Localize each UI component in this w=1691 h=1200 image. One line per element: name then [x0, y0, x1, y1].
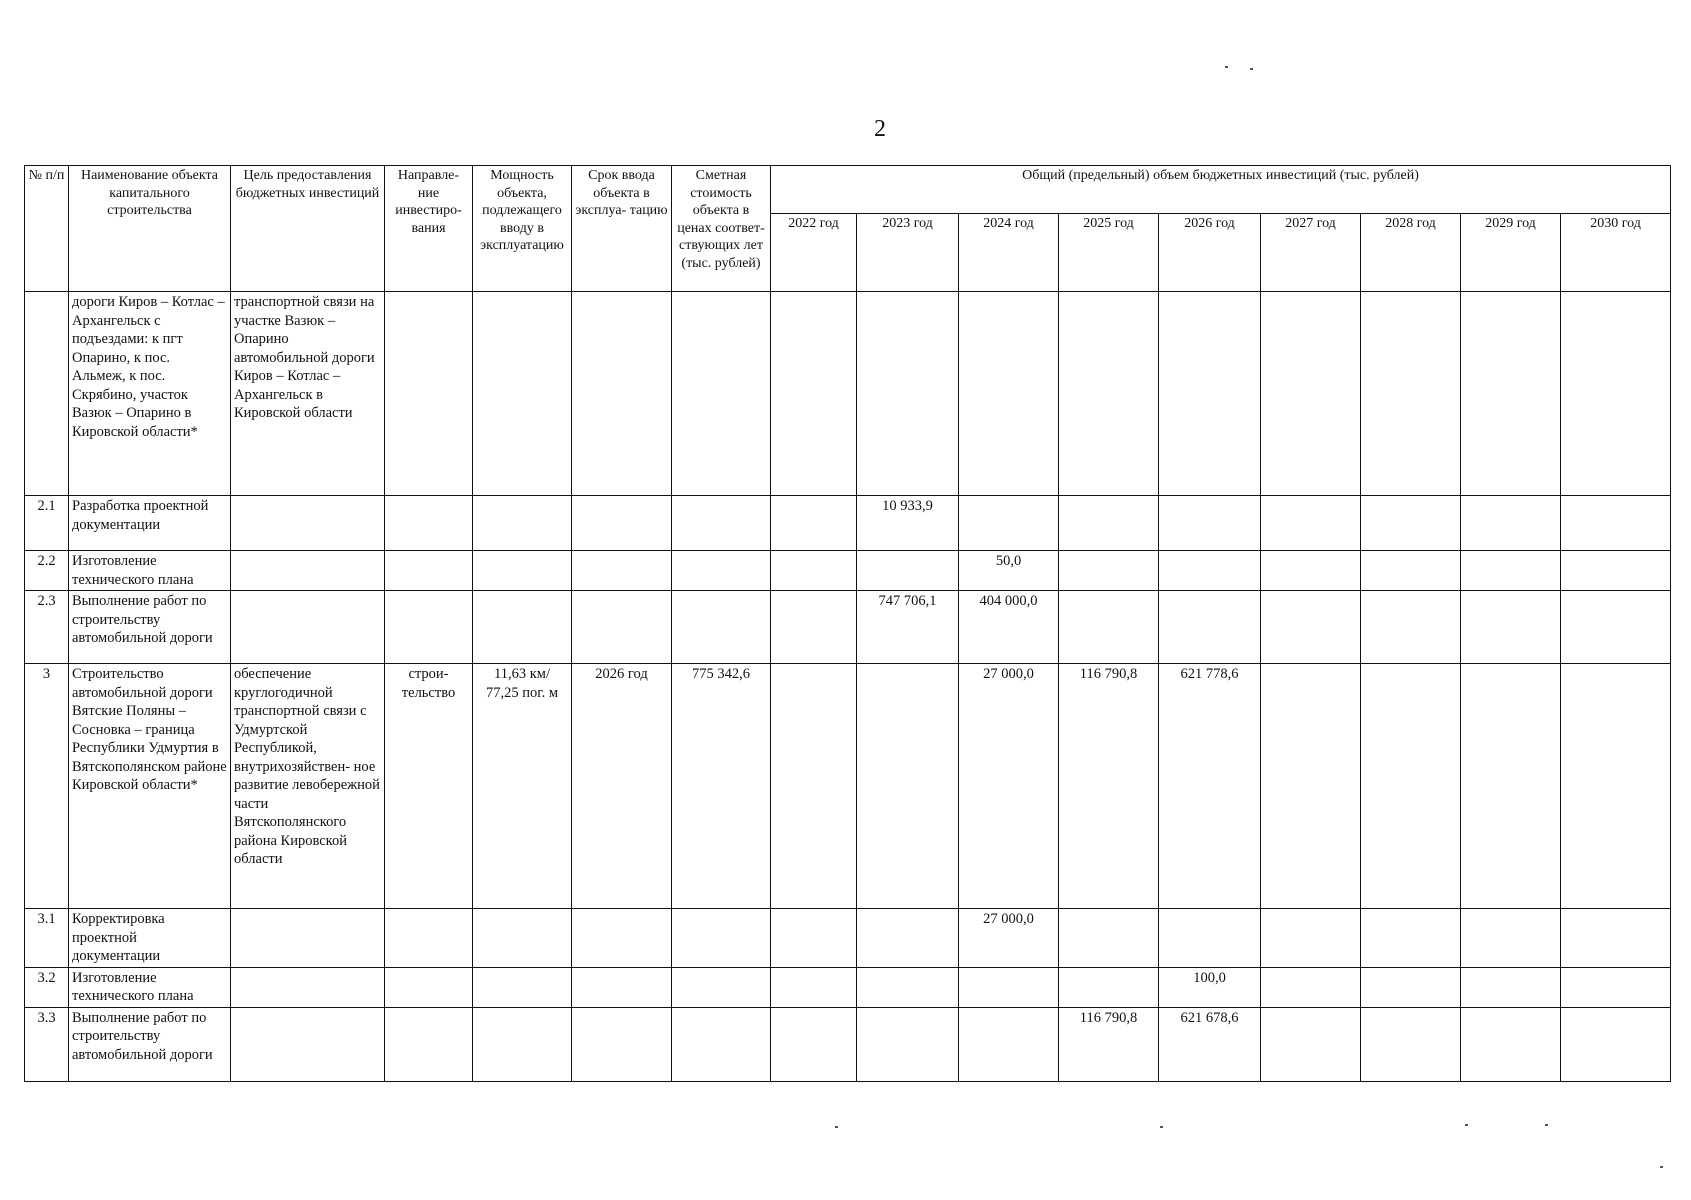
cell-no: 3.3 — [25, 1007, 69, 1081]
cell-goal — [231, 1007, 385, 1081]
scan-speck — [1465, 1124, 1468, 1126]
cell-2024: 27 000,0 — [959, 664, 1059, 909]
scan-speck — [835, 1126, 838, 1128]
table-row — [25, 967, 1671, 1007]
cell-2026: 621 778,6 — [1159, 664, 1261, 909]
cell-term — [572, 551, 672, 591]
cell-2025 — [1059, 909, 1159, 968]
cell-direction: строи- тельство — [385, 664, 473, 909]
cell-2023 — [857, 551, 959, 591]
cell-2026 — [1159, 591, 1261, 664]
cell-2025 — [1059, 496, 1159, 551]
cell-2024 — [959, 967, 1059, 1007]
cell-2024 — [959, 292, 1059, 496]
header-total-investment: Общий (предельный) объем бюджетных инвестиций (тыс. рублей) — [771, 166, 1671, 214]
cell-2030 — [1561, 664, 1671, 909]
cell-2024 — [959, 496, 1059, 551]
cell-2027 — [1261, 1007, 1361, 1081]
cell-estimated-cost: 775 342,6 — [672, 664, 771, 909]
budget-investment-table — [24, 165, 1671, 1082]
cell-2027 — [1261, 967, 1361, 1007]
cell-object-name: Изготовление технического плана — [69, 551, 231, 591]
cell-2027 — [1261, 292, 1361, 496]
cell-2022 — [771, 967, 857, 1007]
cell-2023: 10 933,9 — [857, 496, 959, 551]
cell-estimated-cost — [672, 967, 771, 1007]
cell-direction — [385, 551, 473, 591]
cell-2023 — [857, 1007, 959, 1081]
cell-2028 — [1361, 909, 1461, 968]
scan-speck — [1660, 1166, 1663, 1168]
cell-2029 — [1461, 1007, 1561, 1081]
cell-2027 — [1261, 909, 1361, 968]
cell-2028 — [1361, 551, 1461, 591]
table-row — [25, 292, 1671, 496]
header-year-2026: 2026 год — [1159, 214, 1261, 292]
cell-direction — [385, 967, 473, 1007]
cell-direction — [385, 591, 473, 664]
cell-capacity — [473, 496, 572, 551]
cell-direction — [385, 909, 473, 968]
cell-estimated-cost — [672, 292, 771, 496]
cell-capacity: 11,63 км/ 77,25 пог. м — [473, 664, 572, 909]
cell-2030 — [1561, 909, 1671, 968]
header-no: № п/п — [25, 166, 69, 292]
scan-speck — [1545, 1124, 1548, 1126]
cell-goal — [231, 591, 385, 664]
header-year-2029: 2029 год — [1461, 214, 1561, 292]
table-row — [25, 551, 1671, 591]
cell-2022 — [771, 664, 857, 909]
cell-capacity — [473, 967, 572, 1007]
cell-no: 3.1 — [25, 909, 69, 968]
cell-object-name: дороги Киров – Котлас – Архангельск с подъездами: к пгт Опарино, к пос. Альмеж, к пос. Скрябино, участок Вазюк – Опарино в Кировской области* — [69, 292, 231, 496]
cell-2023 — [857, 909, 959, 968]
header-year-2025: 2025 год — [1059, 214, 1159, 292]
cell-term: 2026 год — [572, 664, 672, 909]
cell-2028 — [1361, 591, 1461, 664]
cell-no: 3.2 — [25, 967, 69, 1007]
scan-speck — [1160, 1126, 1163, 1128]
cell-goal: транспортной связи на участке Вазюк – Опарино автомобильной дороги Киров – Котлас – Архангельск в Кировской области — [231, 292, 385, 496]
cell-term — [572, 591, 672, 664]
cell-estimated-cost — [672, 1007, 771, 1081]
table-row — [25, 664, 1671, 909]
cell-2024: 404 000,0 — [959, 591, 1059, 664]
cell-2026 — [1159, 292, 1261, 496]
cell-2022 — [771, 551, 857, 591]
cell-2025: 116 790,8 — [1059, 664, 1159, 909]
cell-2024 — [959, 1007, 1059, 1081]
cell-2022 — [771, 1007, 857, 1081]
cell-no: 2.3 — [25, 591, 69, 664]
cell-2022 — [771, 292, 857, 496]
cell-2027 — [1261, 664, 1361, 909]
cell-2030 — [1561, 496, 1671, 551]
header-object-name: Наименование объекта капитального строительства — [69, 166, 231, 292]
cell-goal — [231, 909, 385, 968]
cell-2022 — [771, 591, 857, 664]
cell-2026 — [1159, 496, 1261, 551]
header-estimated-cost: Сметная стоимость объекта в ценах соответ- ствующих лет (тыс. рублей) — [672, 166, 771, 292]
cell-2023 — [857, 967, 959, 1007]
cell-object-name: Строительство автомобильной дороги Вятские Поляны – Сосновка – граница Республики Удмуртия в Вятскополянском районе Кировской области* — [69, 664, 231, 909]
cell-capacity — [473, 909, 572, 968]
cell-2030 — [1561, 1007, 1671, 1081]
cell-term — [572, 496, 672, 551]
cell-2029 — [1461, 664, 1561, 909]
cell-2024: 50,0 — [959, 551, 1059, 591]
cell-direction — [385, 496, 473, 551]
cell-object-name: Корректировка проектной документации — [69, 909, 231, 968]
cell-goal: обеспечение круглогодичной транспортной связи с Удмуртской Республикой, внутрихозяйствен- ное развитие левобережной части Вятскополянского района Кировской области — [231, 664, 385, 909]
table-row — [25, 496, 1671, 551]
header-direction: Направле- ние инвестиро- вания — [385, 166, 473, 292]
cell-2022 — [771, 496, 857, 551]
cell-2030 — [1561, 967, 1671, 1007]
cell-2027 — [1261, 496, 1361, 551]
cell-2028 — [1361, 967, 1461, 1007]
cell-2029 — [1461, 967, 1561, 1007]
cell-2027 — [1261, 551, 1361, 591]
cell-2030 — [1561, 551, 1671, 591]
cell-no — [25, 292, 69, 496]
cell-2025 — [1059, 292, 1159, 496]
cell-2026: 621 678,6 — [1159, 1007, 1261, 1081]
cell-2022 — [771, 909, 857, 968]
cell-no: 2.1 — [25, 496, 69, 551]
cell-2026 — [1159, 909, 1261, 968]
cell-term — [572, 967, 672, 1007]
cell-object-name: Изготовление технического плана — [69, 967, 231, 1007]
cell-estimated-cost — [672, 496, 771, 551]
cell-2029 — [1461, 292, 1561, 496]
cell-no: 2.2 — [25, 551, 69, 591]
header-year-2030: 2030 год — [1561, 214, 1671, 292]
cell-goal — [231, 551, 385, 591]
table-row — [25, 591, 1671, 664]
header-year-2028: 2028 год — [1361, 214, 1461, 292]
cell-2029 — [1461, 909, 1561, 968]
cell-2030 — [1561, 292, 1671, 496]
table-row — [25, 1007, 1671, 1081]
cell-capacity — [473, 591, 572, 664]
header-year-2027: 2027 год — [1261, 214, 1361, 292]
header-goal: Цель предоставления бюджетных инвестиций — [231, 166, 385, 292]
cell-goal — [231, 496, 385, 551]
cell-2028 — [1361, 664, 1461, 909]
cell-term — [572, 1007, 672, 1081]
header-capacity: Мощность объекта, подлежащего вводу в эксплуатацию — [473, 166, 572, 292]
header-year-2023: 2023 год — [857, 214, 959, 292]
cell-2025 — [1059, 551, 1159, 591]
scan-speck — [1225, 66, 1228, 68]
cell-capacity — [473, 292, 572, 496]
header-term: Срок ввода объекта в эксплуа- тацию — [572, 166, 672, 292]
cell-2028 — [1361, 496, 1461, 551]
cell-estimated-cost — [672, 591, 771, 664]
cell-2029 — [1461, 551, 1561, 591]
cell-estimated-cost — [672, 551, 771, 591]
cell-2023: 747 706,1 — [857, 591, 959, 664]
cell-no: 3 — [25, 664, 69, 909]
cell-2029 — [1461, 496, 1561, 551]
cell-estimated-cost — [672, 909, 771, 968]
header-year-2024: 2024 год — [959, 214, 1059, 292]
cell-2030 — [1561, 591, 1671, 664]
cell-object-name: Выполнение работ по строительству автомобильной дороги — [69, 591, 231, 664]
cell-2028 — [1361, 292, 1461, 496]
cell-capacity — [473, 551, 572, 591]
cell-2025: 116 790,8 — [1059, 1007, 1159, 1081]
cell-2025 — [1059, 967, 1159, 1007]
cell-capacity — [473, 1007, 572, 1081]
table-row — [25, 909, 1671, 968]
cell-object-name: Выполнение работ по строительству автомобильной дороги — [69, 1007, 231, 1081]
scan-speck — [1250, 68, 1253, 70]
cell-object-name: Разработка проектной документации — [69, 496, 231, 551]
cell-direction — [385, 292, 473, 496]
cell-2024: 27 000,0 — [959, 909, 1059, 968]
cell-2028 — [1361, 1007, 1461, 1081]
cell-term — [572, 292, 672, 496]
cell-2026 — [1159, 551, 1261, 591]
cell-2025 — [1059, 591, 1159, 664]
cell-2023 — [857, 664, 959, 909]
cell-term — [572, 909, 672, 968]
cell-goal — [231, 967, 385, 1007]
cell-2023 — [857, 292, 959, 496]
cell-2026: 100,0 — [1159, 967, 1261, 1007]
cell-2029 — [1461, 591, 1561, 664]
cell-direction — [385, 1007, 473, 1081]
page-number: 2 — [874, 116, 886, 142]
header-year-2022: 2022 год — [771, 214, 857, 292]
cell-2027 — [1261, 591, 1361, 664]
